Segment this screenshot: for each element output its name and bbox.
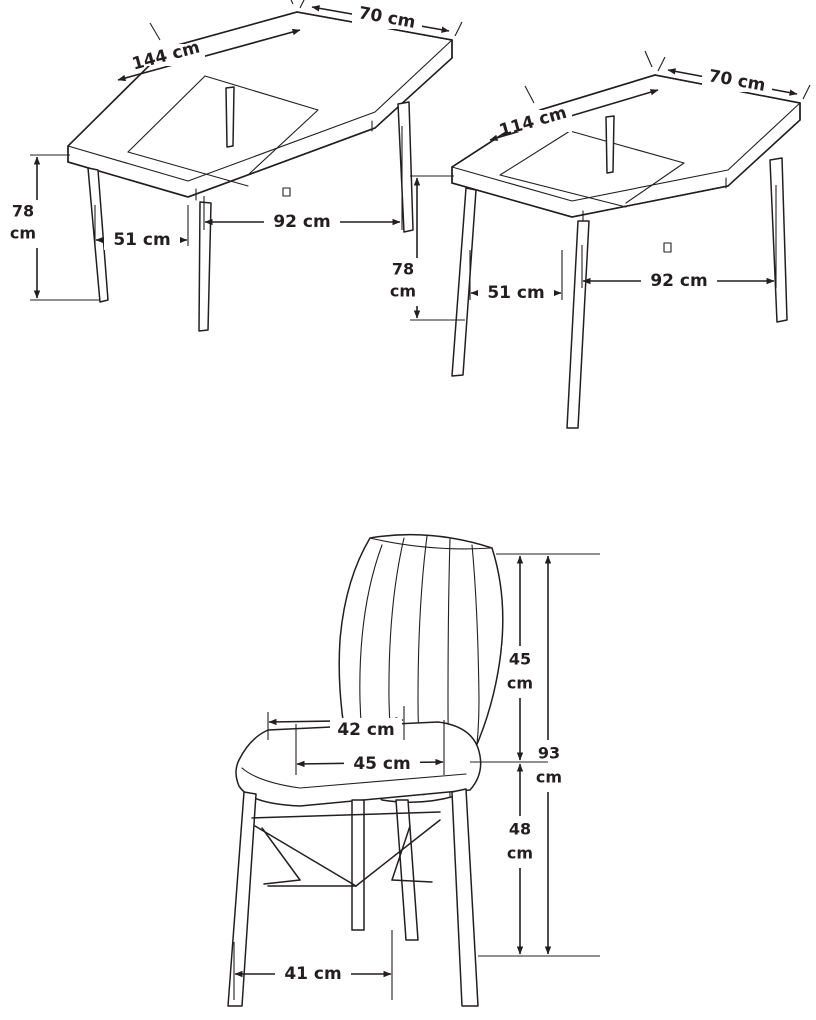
chair-seat-width-label: 45 cm [353, 754, 411, 774]
table2-leg-front-left [452, 188, 476, 376]
chair-stretcher-front [252, 812, 440, 818]
table2-inner-span-label: 92 cm [650, 271, 708, 291]
chair-leg-back-center [352, 800, 364, 930]
figure-table-closed [386, 51, 810, 428]
chair-seat-height-label-value: 48 [508, 819, 532, 839]
table2-height-label-unit: cm [389, 281, 417, 301]
table1-depth-label: 70 cm [357, 3, 417, 33]
table1-depth-ext-b [455, 22, 462, 36]
table2-depth-ext-a [658, 57, 665, 71]
chair-brace-1 [255, 826, 356, 886]
table1-top-surface [68, 12, 452, 197]
chair-leg-front-right [452, 789, 478, 1006]
table1-height-label-unit: cm [9, 223, 37, 243]
chair-total-height-label-unit: cm [535, 767, 563, 787]
dimension-chair-base-width [234, 930, 392, 1000]
table2-width-label: 114 cm [496, 102, 570, 142]
table2-depth-label: 70 cm [707, 66, 767, 96]
table1-width-ext-a [150, 23, 160, 40]
chair-brace-4 [264, 880, 300, 884]
chair-brace-3 [262, 828, 300, 880]
chair-back-height-label-value: 45 [508, 649, 532, 669]
table1-inner-span-label: 92 cm [273, 212, 331, 232]
table2-width-ext-b [645, 51, 652, 67]
dimension-table2-leg-span [470, 250, 562, 303]
table1-width-ext-b [285, 0, 293, 4]
chair-seat-depth-label: 42 cm [337, 720, 395, 740]
chair-leg-back-right [396, 800, 418, 940]
table1-depth-ext-a [300, 0, 307, 8]
dimension-table2-height [386, 176, 465, 320]
table2-width-ext-a [525, 86, 534, 103]
table2-top-surface [452, 75, 800, 217]
chair-brace-6 [392, 880, 432, 882]
table1-width-label: 144 cm [129, 37, 203, 75]
dimension-table1-leg-span [95, 205, 188, 250]
table1-center-bracket [283, 188, 290, 196]
table2-leg-back-left [606, 116, 614, 173]
table2-depth-ext-b [803, 85, 810, 99]
table1-leg-back-right [398, 102, 413, 232]
chair-total-height-label-value: 93 [537, 743, 561, 763]
table2-leg-front-center [567, 221, 589, 428]
table2-leg-span-label: 51 cm [487, 283, 545, 303]
table2-center-bracket [664, 243, 671, 252]
table2-height-label-value: 78 [391, 259, 415, 279]
figure-chair [228, 535, 600, 1006]
table2-leg-back-right [770, 158, 787, 322]
chair-base-width-label: 41 cm [284, 964, 342, 984]
chair-seat-height-label-unit: cm [506, 843, 534, 863]
table1-leg-span-label: 51 cm [113, 230, 171, 250]
table1-leg-back-left [226, 87, 234, 147]
dimension-table1-height [6, 155, 100, 300]
table1-height-label-value: 78 [11, 201, 35, 221]
chair-back-height-label-unit: cm [506, 673, 534, 693]
